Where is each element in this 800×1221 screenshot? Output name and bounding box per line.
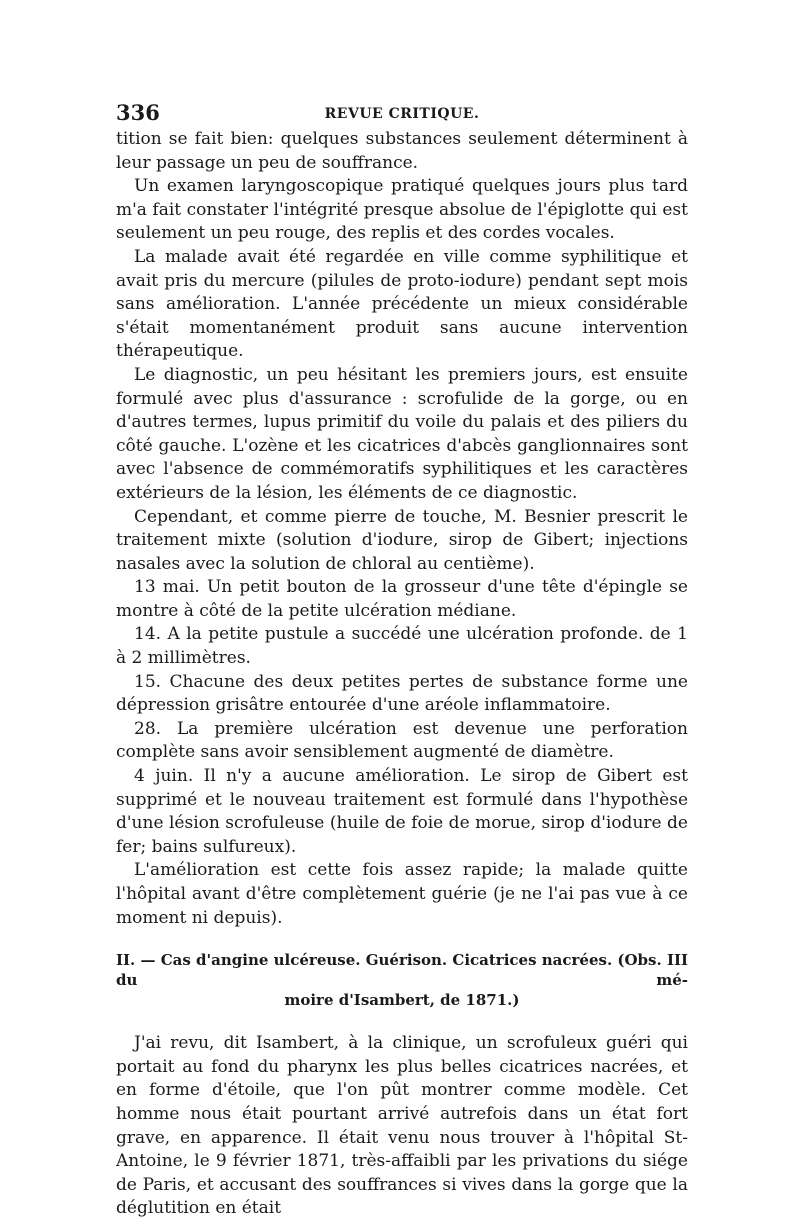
paragraph: La malade avait été regardée en ville comme syphilitique et avait pris du mercure (pilules de proto-iodure) pendant sept mois sans amélioration. L'année précédente un mieux considérable s'était momentanément produit sans aucune intervention thérapeutique. [116, 246, 688, 362]
paragraph: Un examen laryngoscopique pratiqué quelques jours plus tard m'a fait constater l'intégrité presque absolue de l'épiglotte qui est seulement un peu rouge, des replis et des cordes vocales. [116, 176, 688, 244]
paragraph: 14. A la petite pustule a succédé une ulcération profonde. de 1 à 2 millimètres. [116, 624, 688, 669]
section-heading-line-2: moire d'Isambert, de 1871.) [284, 991, 520, 1010]
page [116, 100, 688, 1221]
section-heading-line-1: II. — Cas d'angine ulcéreuse. Guérison. Cicatrices nacrées. (Obs. III du mé- [116, 951, 688, 990]
running-title: REVUE CRITIQUE. [324, 106, 480, 122]
paragraph: 13 mai. Un petit bouton de la grosseur d'une tête d'épingle se montre à côté de la petite ulcération médiane. [116, 577, 688, 621]
page-number: 336 [116, 100, 160, 125]
page-header [116, 100, 688, 128]
section-body [116, 1032, 688, 1221]
paragraph: L'amélioration est cette fois assez rapide; la malade quitte l'hôpital avant d'être complètement guérie (je ne l'ai pas vue à ce moment ni depuis). [116, 860, 688, 928]
paragraph: 28. La première ulcération est devenue une perforation complète sans avoir sensiblement augmenté de diamètre. [116, 718, 688, 763]
paragraph-continued: tition se fait bien: quelques substances seulement déterminent à leur passage un peu de souffrance. [116, 129, 688, 173]
paragraph: 4 juin. Il n'y a aucune amélioration. Le sirop de Gibert est supprimé et le nouveau traitement est formulé dans l'hypothèse d'une lésion scrofuleuse (huile de foie de morue, sirop d'iodure de fer; bains sulfureux). [116, 766, 688, 857]
section-heading [116, 950, 688, 1010]
paragraph: J'ai revu, dit Isambert, à la clinique, un scrofuleux guéri qui portait au fond du pharynx les plus belles cicatrices nacrées, et en forme d'étoile, que l'on pût montrer comme modèle. Cet homme nous était pourtant arrivé autrefois dans un état fort grave, en apparence. Il était venu nous trouver à l'hôpital St-Antoine, le 9 février 1871, très-affaibli par les privations du siége de Paris, et accusant des souffrances si vives dans la gorge que la déglutition en était [116, 1033, 688, 1219]
paragraph: 15. Chacune des deux petites pertes de substance forme une dépression grisâtre entourée d'une aréole inflammatoire. [116, 671, 688, 716]
paragraph: Le diagnostic, un peu hésitant les premiers jours, est ensuite formulé avec plus d'assurance : scrofulide de la gorge, ou en d'autres termes, lupus primitif du voile du palais et des piliers du côté gauche. L'ozène et les cicatrices d'abcès ganglionnaires sont avec l'absence de commémoratifs syphilitiques et les caractères extérieurs de la lésion, les éléments de ce diagnostic. [116, 364, 688, 503]
paragraph: Cependant, et comme pierre de touche, M. Besnier prescrit le traitement mixte (solution d'iodure, sirop de Gibert; injections nasales avec la solution de chloral au centième). [116, 506, 688, 574]
body-text [116, 128, 688, 930]
